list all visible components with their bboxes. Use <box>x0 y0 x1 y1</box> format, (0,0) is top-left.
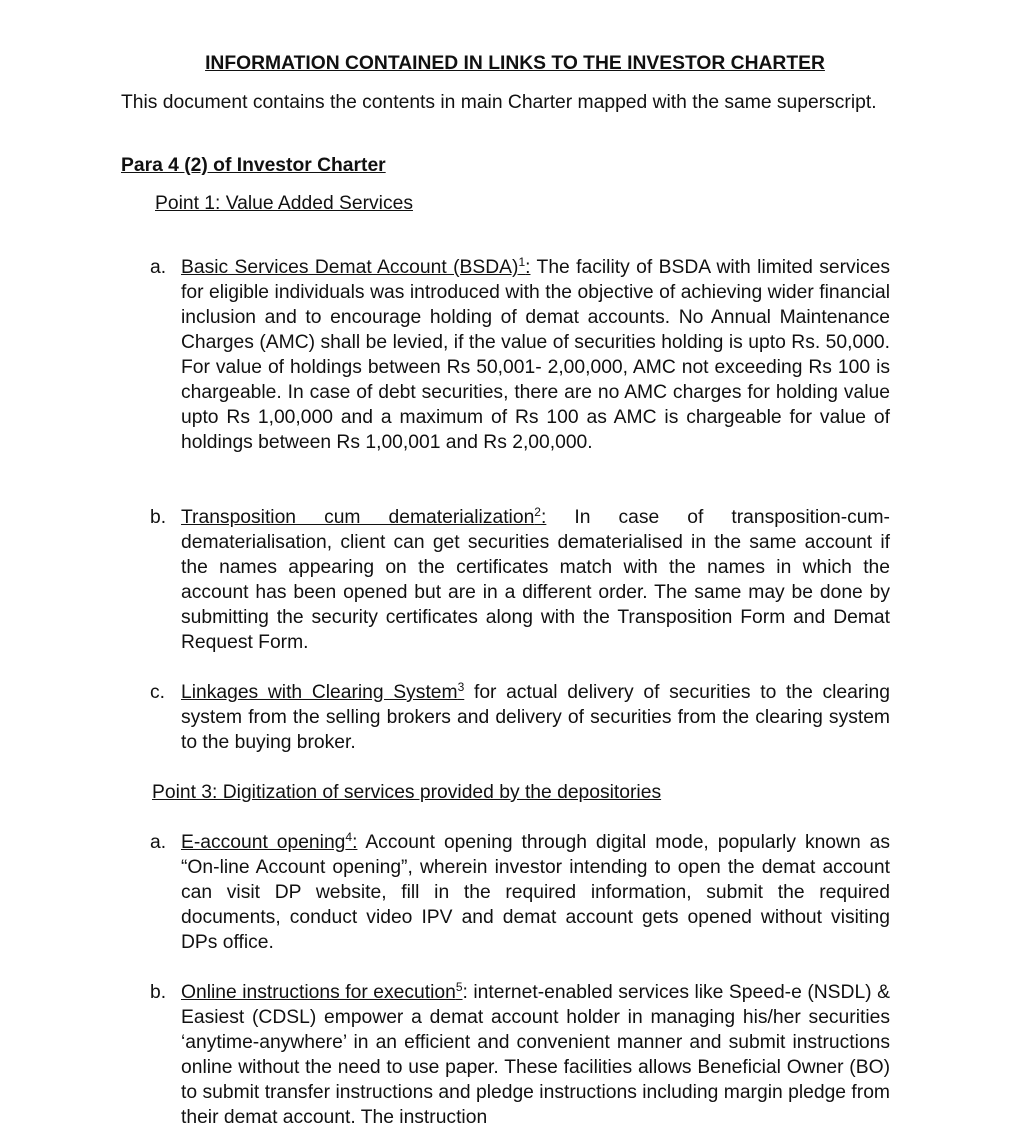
point3-heading: Point 3: Digitization of services provided by the depositories <box>152 782 662 803</box>
colon: : <box>462 982 468 1003</box>
item-link-text: Transposition cum dematerialization <box>181 507 535 528</box>
section-heading: Para 4 (2) of Investor Charter <box>121 155 386 176</box>
list-item <box>150 505 890 655</box>
item-label: c. <box>150 682 165 703</box>
item-link[interactable] <box>181 982 463 1003</box>
item-link[interactable] <box>181 507 546 528</box>
item-text: In case of transposition-cum-dematerialisation, client can get securities dematerialised in the same account if the names appearing on the certificates match with the names in which the account has been opened but are in a different order. The same may be done by submitting the security certificates along with the Transposition Form and Demat Request Form. <box>181 507 890 653</box>
item-label: b. <box>150 507 167 528</box>
colon: : <box>525 257 531 278</box>
item-label: b. <box>150 982 167 1003</box>
item-link[interactable] <box>181 832 357 853</box>
footnote-ref: 2 <box>534 505 541 519</box>
item-text: for actual delivery of securities to the clearing system from the selling brokers and delivery of securities from the clearing system to the buying broker. <box>181 682 890 753</box>
footnote-ref: 3 <box>457 680 465 694</box>
item-link[interactable] <box>181 257 530 278</box>
footnote-ref: 5 <box>455 980 463 994</box>
list-item <box>150 255 890 455</box>
colon: : <box>540 507 547 528</box>
item-text: Account opening through digital mode, popularly known as “On-line Account opening”, wherein investor intending to open the demat account can visit DP website, fill in the required information, submit the required documents, conduct video IPV and demat account gets opened without visiting DPs office. <box>181 832 890 953</box>
item-link[interactable] <box>181 682 464 703</box>
item-link-text: E-account opening <box>181 832 346 853</box>
item-link-text: Online instructions for execution <box>181 982 456 1003</box>
intro-paragraph: This document contains the contents in main Charter mapped with the same superscript. <box>121 92 877 113</box>
item-link-text: Linkages with Clearing System <box>181 682 458 703</box>
item-link-text: Basic Services Demat Account (BSDA) <box>181 257 519 278</box>
list-item <box>150 830 890 955</box>
item-text: The facility of BSDA with limited services for eligible individuals was introduced with the objective of achieving wider financial inclusion and to encourage holding of demat accounts. No Annual Maintenance Charges (AMC) shall be levied, if the value of securities holding is upto Rs. 50,000. For value of holdings between Rs 50,001- 2,00,000, AMC not exceeding Rs 100 is chargeable. In case of debt securities, there are no AMC charges for holding value upto Rs 1,00,000 and a maximum of Rs 100 as AMC is chargeable for value of holdings between Rs 1,00,001 and Rs 2,00,000. <box>181 257 890 453</box>
list-item <box>150 980 890 1130</box>
colon: : <box>352 832 358 853</box>
item-label: a. <box>150 832 167 853</box>
footnote-ref: 4 <box>345 830 353 844</box>
footnote-ref: 1 <box>518 255 526 269</box>
point1-heading: Point 1: Value Added Services <box>155 193 413 214</box>
list-item <box>150 680 890 755</box>
item-text: internet-enabled services like Speed-e (NSDL) & Easiest (CDSL) empower a demat account holder in managing his/her securities ‘anytime-anywhere’ in an efficient and convenient manner and submit instructions online without the need to use paper. These facilities allows Beneficial Owner (BO) to submit transfer instructions and pledge instructions including margin pledge from their demat account. The instruction <box>181 982 890 1128</box>
document-title: INFORMATION CONTAINED IN LINKS TO THE INVESTOR CHARTER <box>205 53 825 74</box>
item-label: a. <box>150 257 167 278</box>
